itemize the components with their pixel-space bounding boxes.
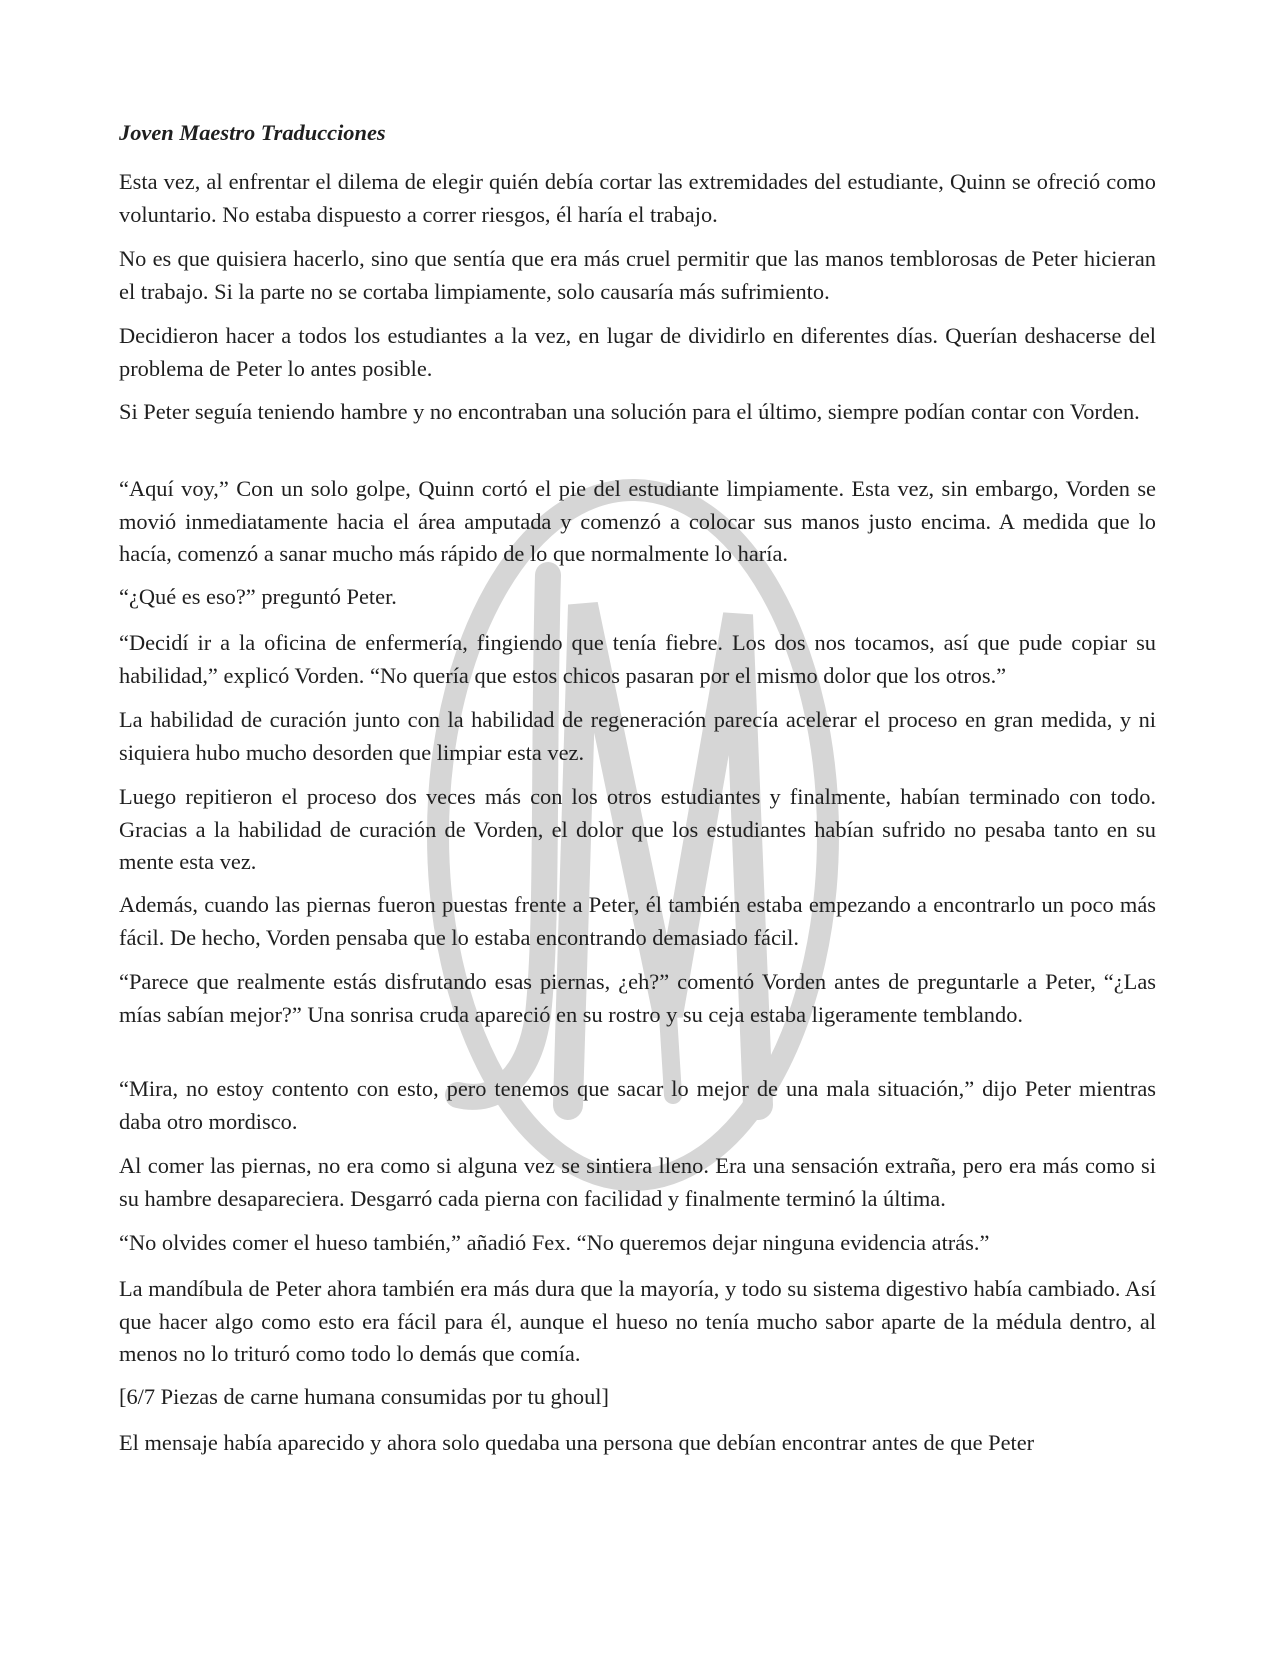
paragraph: “Parece que realmente estás disfrutando esas piernas, ¿eh?” comentó Vorden antes de preguntarle a Peter, “¿Las mías sabían mejor?” Una sonrisa cruda apareció en su rostro y su ceja estaba ligeramente temblando.	[119, 969, 1156, 1027]
paragraph: “Decidí ir a la oficina de enfermería, fingiendo que tenía fiebre. Los dos nos tocamos, así que pude copiar su habilidad,” explicó Vorden. “No quería que estos chicos pasaran por el mismo dolor que los otros.”	[119, 630, 1156, 688]
paragraph: La mandíbula de Peter ahora también era más dura que la mayoría, y todo su sistema digestivo había cambiado. Así que hacer algo como esto era fácil para él, aunque el hueso no tenía mucho sabor aparte de la médula dentro, al menos no lo trituró como todo lo demás que comía.	[119, 1276, 1156, 1366]
paragraph: Esta vez, al enfrentar el dilema de elegir quién debía cortar las extremidades del estudiante, Quinn se ofreció como voluntario. No estaba dispuesto a correr riesgos, él haría el trabajo.	[119, 169, 1156, 227]
system-message: [6/7 Piezas de carne humana consumidas por tu ghoul]	[119, 1384, 609, 1409]
paragraph: Al comer las piernas, no era como si alguna vez se sintiera lleno. Era una sensación extraña, pero era más como si su hambre desapareciera. Desgarró cada pierna con facilidad y finalmente terminó la última.	[119, 1153, 1156, 1211]
paragraph: No es que quisiera hacerlo, sino que sentía que era más cruel permitir que las manos temblorosas de Peter hicieran el trabajo. Si la parte no se cortaba limpiamente, solo causaría más sufrimiento.	[119, 246, 1156, 304]
paragraph: “No olvides comer el hueso también,” añadió Fex. “No queremos dejar ninguna evidencia atrás.”	[119, 1230, 990, 1255]
paragraph: Además, cuando las piernas fueron puestas frente a Peter, él también estaba empezando a encontrarlo un poco más fácil. De hecho, Vorden pensaba que lo estaba encontrando demasiado fácil.	[119, 892, 1156, 950]
paragraph: Luego repitieron el proceso dos veces más con los otros estudiantes y finalmente, habían terminado con todo. Gracias a la habilidad de curación de Vorden, el dolor que los estudiantes habían sufrido no pesaba tanto en su mente esta vez.	[119, 784, 1156, 874]
document-header-title: Joven Maestro Traducciones	[119, 120, 386, 145]
paragraph: “Mira, no estoy contento con esto, pero tenemos que sacar lo mejor de una mala situación,” dijo Peter mientras daba otro mordisco.	[119, 1076, 1156, 1134]
paragraph: Decidieron hacer a todos los estudiantes a la vez, en lugar de dividirlo en diferentes días. Querían deshacerse del problema de Peter lo antes posible.	[119, 323, 1156, 381]
paragraph: Si Peter seguía teniendo hambre y no encontraban una solución para el último, siempre podían contar con Vorden.	[119, 399, 1140, 424]
paragraph: “¿Qué es eso?” preguntó Peter.	[119, 584, 397, 609]
paragraph: La habilidad de curación junto con la habilidad de regeneración parecía acelerar el proceso en gran medida, y ni siquiera hubo mucho desorden que limpiar esta vez.	[119, 707, 1156, 765]
paragraph: El mensaje había aparecido y ahora solo quedaba una persona que debían encontrar antes de que Peter	[119, 1430, 1035, 1455]
paragraph: “Aquí voy,” Con un solo golpe, Quinn cortó el pie del estudiante limpiamente. Esta vez, sin embargo, Vorden se movió inmediatamente hacia el área amputada y comenzó a colocar sus manos justo encima. A medida que lo hacía, comenzó a sanar mucho más rápido de lo que normalmente lo haría.	[119, 476, 1156, 566]
